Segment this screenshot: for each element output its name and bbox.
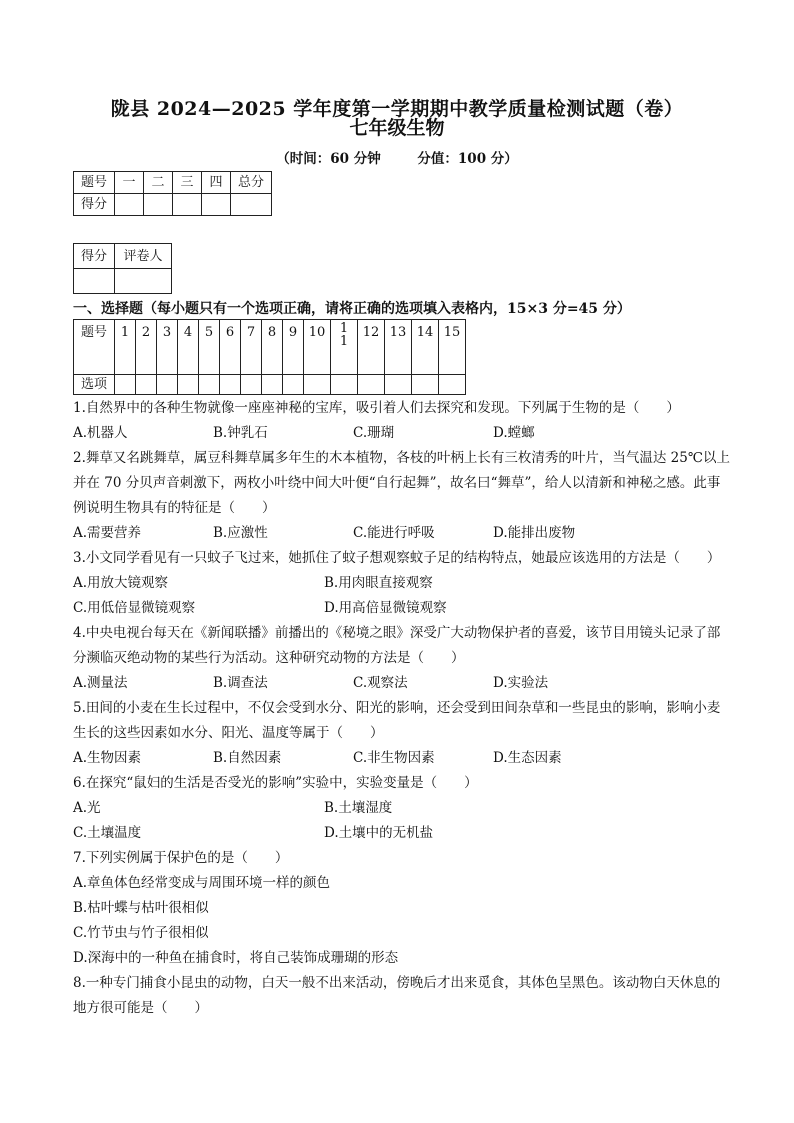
question-text: 3.小文同学看见有一只蚊子飞过来，她抓住了蚊子想观察蚊子足的结构特点，她最应该选用的方法是（ ） — [73, 550, 721, 566]
question-option[interactable]: A.章鱼体色经常变成与周围环境一样的颜色 — [73, 875, 331, 891]
grader-name-cell — [115, 269, 172, 294]
answer-option-cell[interactable] — [439, 375, 466, 395]
exam-score: 分值：100 分） — [417, 151, 518, 167]
question-option[interactable]: B.自然因素 — [213, 750, 282, 766]
score-table-head: 题号 — [74, 172, 115, 194]
score-table-head: 一 — [115, 172, 144, 194]
answer-table-row-label: 选项 — [74, 375, 115, 395]
grader-table — [73, 243, 172, 294]
question-option[interactable]: B.调查法 — [213, 675, 268, 691]
grader-name-label: 评卷人 — [115, 244, 172, 269]
question-option[interactable]: D.用高倍显微镜观察 — [324, 600, 447, 616]
question-text: 2.舞草又名跳舞草，属豆科舞草属多年生的木本植物，各枝的叶柄上长有三枚清秀的叶片，当气温达 25℃以上并在 70 分贝声音刺激下，两枚小叶绕中间大叶便“自行起舞”，故名曰“舞草”，给人以清新和神秘之感。此事例说明生物具有的特征是（ ） — [73, 450, 730, 516]
answer-option-cell[interactable] — [220, 375, 241, 395]
question-option[interactable]: A.用放大镜观察 — [73, 575, 169, 591]
score-cell — [173, 194, 202, 216]
answer-table — [73, 319, 466, 395]
question-option[interactable]: C.能进行呼吸 — [353, 525, 435, 541]
option-row — [73, 671, 733, 696]
answer-number-cell: 1 1 — [331, 320, 358, 375]
question-text: 7.下列实例属于保护色的是（ ） — [73, 850, 289, 866]
question-option[interactable]: D.深海中的一种鱼在捕食时，将自己装饰成珊瑚的形态 — [73, 950, 399, 966]
score-table-head: 二 — [144, 172, 173, 194]
answer-number-cell: 6 — [220, 320, 241, 375]
answer-number-cell: 3 — [157, 320, 178, 375]
answer-option-cell[interactable] — [136, 375, 157, 395]
answer-option-cell[interactable] — [178, 375, 199, 395]
answer-option-cell[interactable] — [385, 375, 412, 395]
score-cell — [144, 194, 173, 216]
option-row — [73, 521, 733, 546]
answer-number-cell: 8 — [262, 320, 283, 375]
answer-option-cell[interactable] — [241, 375, 262, 395]
question-option[interactable]: D.土壤中的无机盐 — [324, 825, 434, 841]
question-option[interactable]: B.钟乳石 — [213, 425, 268, 441]
question-option[interactable]: A.生物因素 — [73, 750, 142, 766]
section-title: 一、选择题（每小题只有一个选项正确，请将正确的选项填入表格内，15×3 分=45 分） — [73, 301, 631, 317]
answer-option-cell[interactable] — [304, 375, 331, 395]
option-row — [73, 871, 733, 896]
question-text: 4.中央电视台每天在《新闻联播》前播出的《秘境之眼》深受广大动物保护者的喜爱，该节目用镜头记录了部分濒临灭绝动物的某些行为活动。这种研究动物的方法是（ ） — [73, 625, 721, 666]
score-cell — [115, 194, 144, 216]
question-option[interactable]: C.竹节虫与竹子很相似 — [73, 925, 209, 941]
option-row — [73, 796, 733, 821]
answer-option-cell[interactable] — [412, 375, 439, 395]
exam-time: （时间：60 分钟 — [276, 151, 381, 167]
question-option[interactable]: A.需要营养 — [73, 525, 142, 541]
score-table-head: 四 — [202, 172, 231, 194]
score-table-head: 总分 — [231, 172, 272, 194]
question-option[interactable]: D.实验法 — [493, 675, 549, 691]
answer-option-cell[interactable] — [157, 375, 178, 395]
answer-number-cell: 10 — [304, 320, 331, 375]
answer-option-cell[interactable] — [115, 375, 136, 395]
answer-number-cell: 14 — [412, 320, 439, 375]
score-cell — [231, 194, 272, 216]
question-option[interactable]: A.测量法 — [73, 675, 128, 691]
question-option[interactable]: A.机器人 — [73, 425, 128, 441]
grader-score-cell — [74, 269, 115, 294]
question-text: 5.田间的小麦在生长过程中，不仅会受到水分、阳光的影响，还会受到田间杂草和一些昆虫的影响，影响小麦生长的这些因素如水分、阳光、温度等属于（ ） — [73, 700, 721, 741]
option-row — [73, 571, 733, 596]
question-option[interactable]: A.光 — [73, 800, 101, 816]
answer-number-cell: 12 — [358, 320, 385, 375]
question-option[interactable]: C.珊瑚 — [353, 425, 395, 441]
question-option[interactable]: B.应激性 — [213, 525, 268, 541]
question-option[interactable]: C.非生物因素 — [353, 750, 435, 766]
answer-option-cell[interactable] — [358, 375, 385, 395]
option-row — [73, 746, 733, 771]
answer-number-cell: 9 — [283, 320, 304, 375]
score-cell — [202, 194, 231, 216]
answer-number-cell: 5 — [199, 320, 220, 375]
question-option[interactable]: B.枯叶蝶与枯叶很相似 — [73, 900, 209, 916]
question-text: 1.自然界中的各种生物就像一座座神秘的宝库，吸引着人们去探究和发现。下列属于生物的是（ ） — [73, 400, 680, 416]
exam-meta — [0, 147, 794, 167]
score-table — [73, 171, 272, 216]
score-row-label: 得分 — [74, 194, 115, 216]
score-table-head: 三 — [173, 172, 202, 194]
question-text: 8.一种专门捕食小昆虫的动物，白天一般不出来活动，傍晚后才出来觅食，其体色呈黑色。该动物白天休息的地方很可能是（ ） — [73, 975, 721, 1016]
answer-option-cell[interactable] — [331, 375, 358, 395]
answer-number-cell: 15 — [439, 320, 466, 375]
question-option[interactable]: D.能排出废物 — [493, 525, 576, 541]
answer-option-cell[interactable] — [199, 375, 220, 395]
question-option[interactable]: B.用肉眼直接观察 — [324, 575, 433, 591]
option-row — [73, 896, 733, 921]
answer-table-head-label: 题号 — [74, 320, 115, 375]
question-list — [73, 396, 733, 1021]
answer-option-cell[interactable] — [283, 375, 304, 395]
question-option[interactable]: B.土壤湿度 — [324, 800, 393, 816]
exam-subject: 七年级生物 — [349, 117, 445, 139]
option-row — [73, 946, 733, 971]
question-option[interactable]: D.螳螂 — [493, 425, 535, 441]
option-row — [73, 596, 733, 621]
answer-number-cell: 2 — [136, 320, 157, 375]
question-option[interactable]: C.土壤温度 — [73, 825, 142, 841]
answer-option-cell[interactable] — [262, 375, 283, 395]
question-option[interactable]: C.用低倍显微镜观察 — [73, 600, 196, 616]
question-option[interactable]: D.生态因素 — [493, 750, 562, 766]
question-option[interactable]: C.观察法 — [353, 675, 408, 691]
answer-number-cell: 13 — [385, 320, 412, 375]
option-row — [73, 821, 733, 846]
question-text: 6.在探究“鼠妇的生活是否受光的影响”实验中，实验变量是（ ） — [73, 775, 478, 791]
grader-score-label: 得分 — [74, 244, 115, 269]
answer-number-cell: 4 — [178, 320, 199, 375]
answer-number-cell: 1 — [115, 320, 136, 375]
answer-number-cell: 7 — [241, 320, 262, 375]
option-row — [73, 921, 733, 946]
option-row — [73, 421, 733, 446]
exam-title: 陇县 2024—2025 学年度第一学期期中教学质量检测试题（卷） — [110, 98, 684, 120]
